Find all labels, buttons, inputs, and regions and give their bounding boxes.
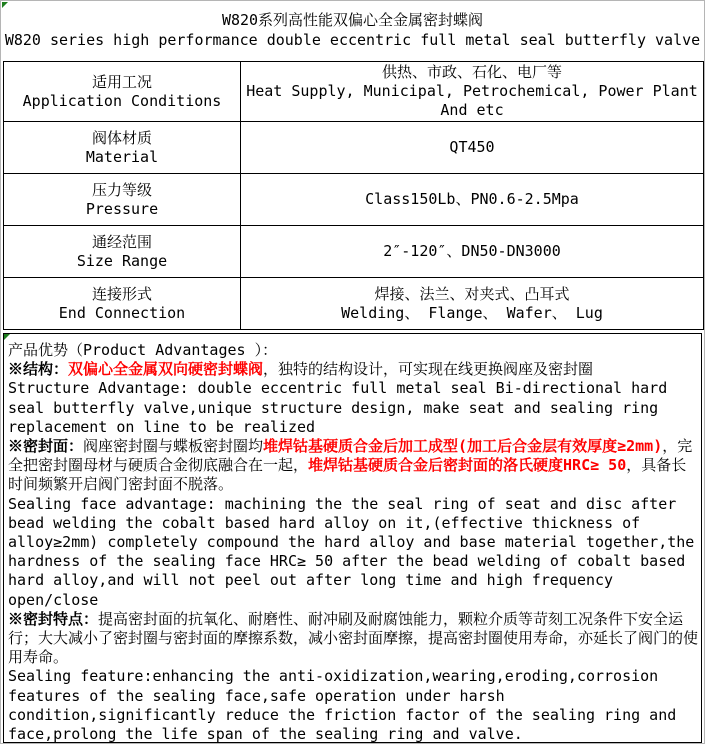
spec-label-line: Pressure (85, 199, 159, 218)
text-segment: ，独特的结构设计，可实现在线更换阀座及密封圈 (263, 360, 594, 379)
spec-label-line: End Connection (58, 303, 186, 322)
highlighted-text: 双偏心全金属双向硬密封蝶阀 (68, 360, 264, 379)
text-segment: Sealing feature:enhancing the anti-oxidization,wearing,eroding,corrosion features of the sealing face,safe operation under harsh condition,significantly reduce the friction factor of the sealing ring and face,prolong the life span of the sealing ring and valve. (8, 667, 677, 744)
text-segment: 产品优势（Product Advantages ）： (8, 341, 278, 359)
spec-label-line: 通经范围 (91, 232, 152, 251)
table-row (4, 62, 704, 122)
spec-label-line: 压力等级 (91, 180, 152, 199)
spec-label-cell (4, 226, 241, 278)
advantages-box (3, 333, 702, 743)
spec-table-body (4, 62, 704, 330)
text-segment: ※密封特点： (8, 609, 99, 628)
spec-value-line: 2″-120″、DN50-DN3000 (383, 242, 561, 260)
spec-label-line: 适用工况 (91, 72, 152, 91)
advantages-paragraph (8, 437, 698, 495)
advantages-paragraph (8, 360, 698, 379)
spec-label-line: 连接形式 (91, 284, 152, 303)
table-row (4, 174, 704, 226)
spec-value-line: Class150Lb、PN0.6-2.5Mpa (365, 190, 579, 208)
spec-value-line: 供热、市政、石化、电厂等 (381, 63, 562, 81)
advantages-paragraph (8, 667, 698, 744)
advantages-paragraph (8, 341, 698, 360)
cell-comment-marker-icon (2, 2, 8, 8)
advantages-paragraph (8, 379, 698, 437)
spec-label-cell (4, 122, 241, 174)
spec-label-cell (4, 62, 241, 122)
text-segment: 提高密封面的抗氧化、耐磨性、耐冲刷及耐腐蚀能力，颗粒介质等苛刻工况条件下安全运行；大大减小了密封圈与密封面的摩擦系数，减小密封面摩擦，提高密封圈使用寿命，亦延长了阀门的使用寿命。 (8, 609, 699, 667)
spec-value-cell (241, 62, 704, 122)
spec-value-cell (241, 174, 704, 226)
spec-value-line: Welding、 Flange、 Wafer、 Lug (341, 303, 603, 322)
spec-label-line: Material (85, 147, 159, 166)
text-segment: ※结构： (8, 360, 69, 379)
highlighted-text: 堆焊钴基硬质合金后密封面的洛氏硬度HRC≥ 50 (308, 456, 627, 475)
spec-label-cell (4, 174, 241, 226)
title-block (1, 1, 704, 61)
text-segment: 阀座密封圈与蝶板密封圈均 (83, 437, 264, 456)
text-segment: ，具备长时间频繁开启阀门密封面不脱落。 (8, 456, 687, 494)
page-title-en: W820 series high performance double eccentric full metal seal butterfly valve (4, 31, 701, 49)
spec-label-line: Size Range (76, 251, 168, 270)
text-segment: Structure Advantage: double eccentric full metal seal Bi-directional hard seal butterfly valve,unique structure design, make seat and sealing ring replacement on line to be realized (8, 379, 668, 436)
spec-value-line: Heat Supply, Municipal, Petrochemical, Power Plant And etc (246, 82, 698, 119)
advantages-text (8, 341, 698, 744)
spec-value-line: QT450 (449, 138, 495, 156)
spec-table (3, 61, 704, 330)
page-title-zh: W820系列高性能双偏心全金属密封蝶阀 (221, 11, 484, 29)
text-segment: ，完全把密封圈母材与硬质合金彻底融合在一起， (8, 437, 693, 475)
table-row (4, 278, 704, 330)
table-row (4, 122, 704, 174)
highlighted-text: 堆焊钴基硬质合金后加工成型(加工后合金层有效厚度≥2mm) (263, 437, 663, 456)
spec-value-cell (241, 226, 704, 278)
spec-label-line: 阀体材质 (91, 128, 152, 147)
spec-label-cell (4, 278, 241, 330)
spec-value-line: 焊接、法兰、对夹式、凸耳式 (374, 284, 570, 303)
spec-value-cell (241, 122, 704, 174)
text-segment: ※密封面： (8, 437, 84, 456)
advantages-paragraph (8, 610, 698, 668)
spec-value-cell (241, 278, 704, 330)
spec-label-line: Application Conditions (22, 91, 222, 110)
table-row (4, 226, 704, 278)
advantages-paragraph (8, 495, 698, 610)
cell-comment-marker-icon (4, 334, 10, 340)
text-segment: Sealing face advantage: machining the the seal ring of seat and disc after bead welding the cobalt based hard alloy on it,(effective thickness of alloy≥2mm) completely compound the hard alloy and base material together,the hardness of the sealing face HRC≥ 50 after the bead welding of cobalt based hard alloy,and will not peel out after long time and high frequency open/close (8, 494, 695, 609)
